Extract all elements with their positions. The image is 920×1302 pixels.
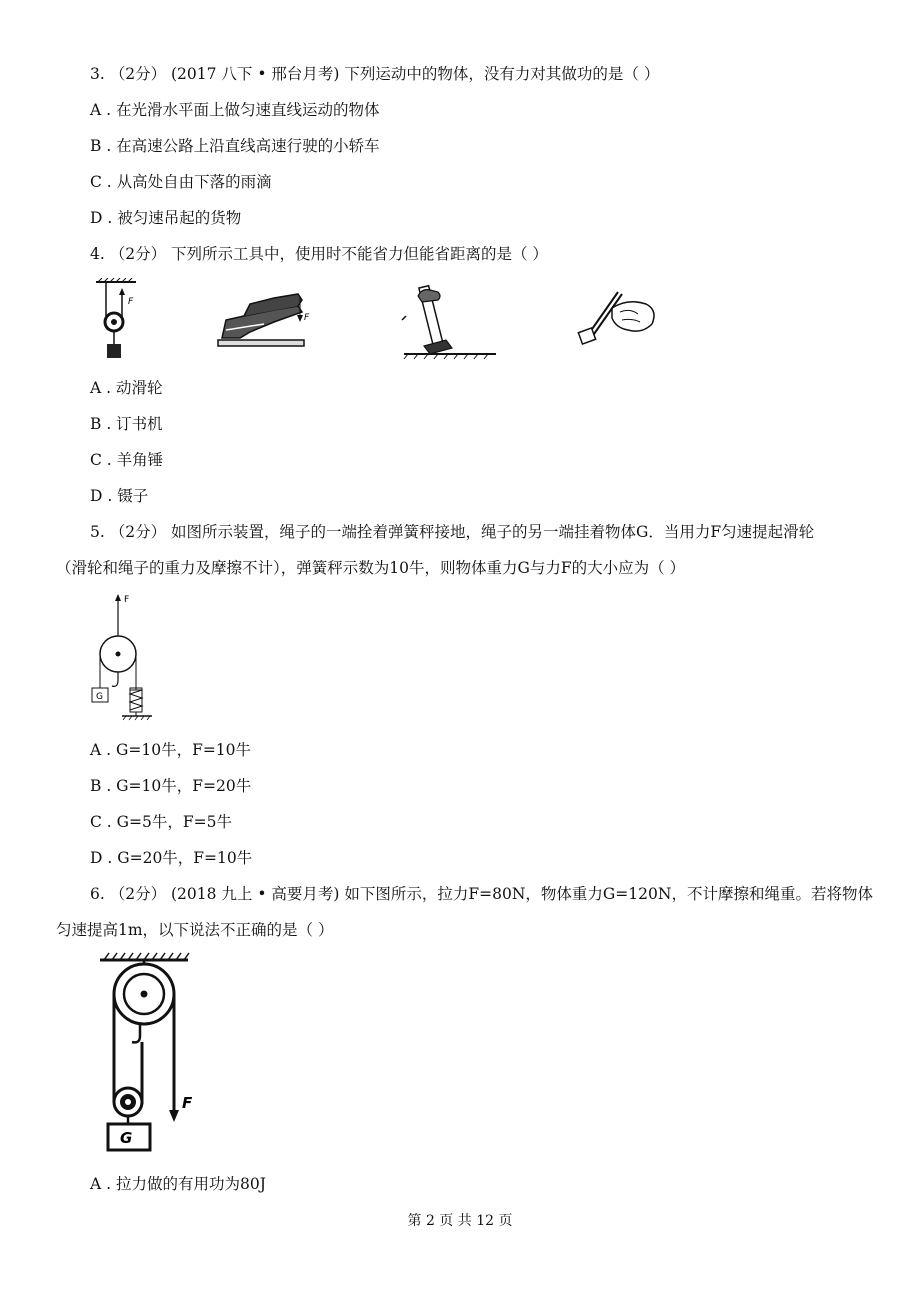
question-4-option-a[interactable]: A . 动滑轮 [90,379,163,397]
question-5-option-b[interactable]: B . G=10牛，F=20牛 [90,777,252,795]
question-6-stem-line1: 6. （2分） (2018 九上 • 高要月考) 如下图所示，拉力F=80N，物体重力G=120N，不计摩擦和绳重。若将物体 [90,885,873,903]
stapler-figure [214,286,314,350]
question-3-option-d[interactable]: D . 被匀速吊起的货物 [90,209,242,227]
tweezers-figure [572,288,662,352]
question-4-option-b[interactable]: B . 订书机 [90,415,163,433]
question-5-option-a[interactable]: A . G=10牛，F=10牛 [90,741,252,759]
stapler-force-label: F [304,313,310,323]
question-3-option-a[interactable]: A . 在光滑水平面上做匀速直线运动的物体 [90,101,380,119]
object-g-label: G [96,692,103,702]
question-5-stem-line1: 5. （2分） 如图所示装置，绳子的一端拴着弹簧秤接地，绳子的另一端挂着物体G．当用力F匀速提起滑轮 [90,523,815,541]
page-footer: 第 2 页 共 12 页 [407,1213,513,1229]
pulley-force-label: F [128,297,134,307]
question-5-option-c[interactable]: C . G=5牛，F=5牛 [90,813,232,831]
question-6-stem-line2: 匀速提高1m，以下说法不正确的是（ ） [56,921,334,939]
question-4-option-c[interactable]: C . 羊角锤 [90,451,164,469]
question-5-stem-line2: （滑轮和绳子的重力及摩擦不计），弹簧秤示数为10牛，则物体重力G与力F的大小应为（ ） [56,559,686,577]
question-6-option-a[interactable]: A . 拉力做的有用功为80J [90,1175,266,1193]
question-3-option-b[interactable]: B . 在高速公路上沿直线高速行驶的小轿车 [90,137,380,155]
claw-hammer-figure [396,276,500,360]
question-5-option-d[interactable]: D . G=20牛，F=10牛 [90,849,253,867]
weight-g-label: G [120,1129,133,1147]
question-3-stem: 3. （2分） (2017 八下 • 邢台月考) 下列运动中的物体，没有力对其做功的是（ ） [90,65,660,83]
pulley-spring-scale-figure [86,592,156,722]
question-3-option-c[interactable]: C . 从高处自由下落的雨滴 [90,173,272,191]
movable-pulley-figure [94,278,154,364]
question-4-stem: 4. （2分） 下列所示工具中，使用时不能省力但能省距离的是（ ） [90,245,548,263]
question-4-option-d[interactable]: D . 镊子 [90,487,149,505]
force-f-label: F [124,595,130,605]
pull-force-label: F [182,1094,193,1112]
pulley-block-figure [96,952,206,1158]
